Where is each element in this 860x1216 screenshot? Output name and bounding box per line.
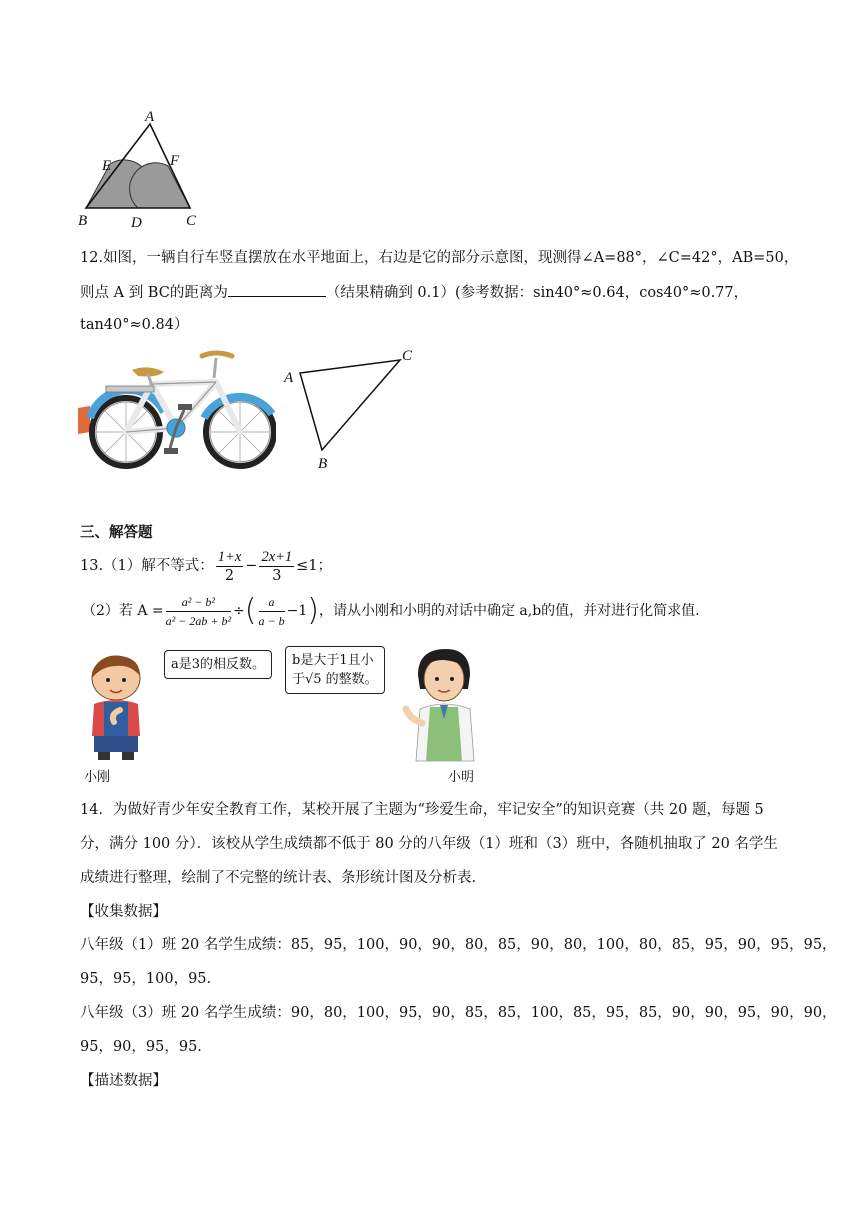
class3-scores-line1: 八年级（3）班 20 名学生成绩：90，80，100，95，90，85，85，100，85，95，85，90，90，95，90，90， xyxy=(80,1005,837,1021)
pedal-bottom xyxy=(164,448,178,454)
front-fender xyxy=(204,397,272,418)
describe-data-heading: 【描述数据】 xyxy=(80,1073,167,1089)
tri-label-b: B xyxy=(318,456,328,472)
class1-scores-line2: 95，95，100，95. xyxy=(80,971,212,987)
q13-part2-prefix: （2）若 A = xyxy=(82,603,164,619)
q12-text-1: 如图，一辆自行车竖直摆放在水平地面上，右边是它的部分示意图，现测得∠A=88°，∠C=42°，AB=50， xyxy=(103,250,799,266)
rear-rack xyxy=(106,386,154,392)
q13-part2-suffix: ，请从小刚和小明的对话中确定 a,b的值，并对进行化简求值. xyxy=(318,603,700,619)
right-shaded-sector xyxy=(130,163,190,208)
q13-part1: 13.（1）解不等式： $\frac{1+x}{2}$ − $\frac{2x+1}{3}$ ≤1； xyxy=(80,548,333,584)
caption-xiaogang: 小刚 xyxy=(84,770,111,785)
speech-bubble-left xyxy=(164,650,272,679)
q12-line3 xyxy=(80,315,188,335)
label-f: F xyxy=(170,153,180,169)
figure-q11 xyxy=(74,108,204,230)
figure-q12-triangle xyxy=(280,340,430,480)
bubble-left-text: a是3的相反数。 xyxy=(171,657,266,672)
rear-reflector xyxy=(78,406,90,434)
fraction-3: $\frac{\text{a² − b²}}{\text{a² − 2ab + b²}}$ xyxy=(165,594,232,628)
fraction-2: $\frac{2x+1}{3}$ xyxy=(261,548,293,584)
q12-number: 12. xyxy=(80,250,104,266)
boy-xiaoming-illustration xyxy=(400,645,490,763)
answer-blank[interactable] xyxy=(228,282,326,297)
label-e: E xyxy=(102,158,112,174)
speech-bubble-right xyxy=(285,646,385,694)
q12-text-3: tan40°≈0.84） xyxy=(80,317,189,333)
bubble-right-text-2: 于√5 的整数。 xyxy=(292,672,378,687)
q12-text-2b: （结果精确到 0.1）(参考数据：sin40°≈0.64，cos40°≈0.77， xyxy=(325,285,749,301)
q14-line1: 14．为做好青少年安全教育工作，某校开展了主题为“珍爱生命，牢记安全”的知识竞赛（共 20 题，每题 5 xyxy=(80,802,764,818)
q12-line2 xyxy=(80,282,748,303)
label-d: D xyxy=(131,215,142,230)
q14-line3: 成绩进行整理，绘制了不完整的统计表、条形统计图及分析表. xyxy=(80,870,477,886)
label-b: B xyxy=(78,213,88,229)
pedal-top xyxy=(178,404,192,410)
q13-part1-prefix: 13.（1）解不等式： xyxy=(80,558,214,574)
label-c: C xyxy=(186,213,197,229)
class3-scores-line2: 95，90，95，95. xyxy=(80,1039,202,1055)
q12-line1 xyxy=(80,248,798,268)
q14-line2: 分，满分 100 分）．该校从学生成绩都不低于 80 分的八年级（1）班和（3）班中，各随机抽取了 20 名学生 xyxy=(80,836,778,852)
handlebar xyxy=(202,353,232,356)
q13-part2: （2）若 A = $\frac{\text{a² − b²}}{\text{a² − 2ab + b²}}$ ÷( $\frac{a}{a - b}$ −1)，请从小刚和小明的对话中确定 a,b的值，并对进行化简求值. xyxy=(82,593,700,628)
bicycle-illustration xyxy=(76,346,276,470)
fraction-1: $\frac{1+x}{2}$ xyxy=(217,548,242,584)
boy-xiaogang-illustration xyxy=(80,652,156,762)
collect-data-heading: 【收集数据】 xyxy=(80,904,167,920)
fraction-4: $\frac{a}{a - b}$ xyxy=(258,594,285,628)
q12-text-2a: 则点 A 到 BC的距离为 xyxy=(80,285,228,301)
bubble-right-text-1: b是大于1且小 xyxy=(292,653,374,668)
tri-label-a: A xyxy=(284,370,294,386)
tri-label-c: C xyxy=(402,348,413,364)
section-title: 三、解答题 xyxy=(80,524,153,541)
triangle-abc-q12 xyxy=(300,360,400,450)
class1-scores-line1: 八年级（1）班 20 名学生成绩：85，95，100，90，90，80，85，90，80，100，80，85，95，90，95，95， xyxy=(80,937,837,953)
label-a: A xyxy=(145,109,155,125)
caption-xiaoming: 小明 xyxy=(448,770,475,785)
